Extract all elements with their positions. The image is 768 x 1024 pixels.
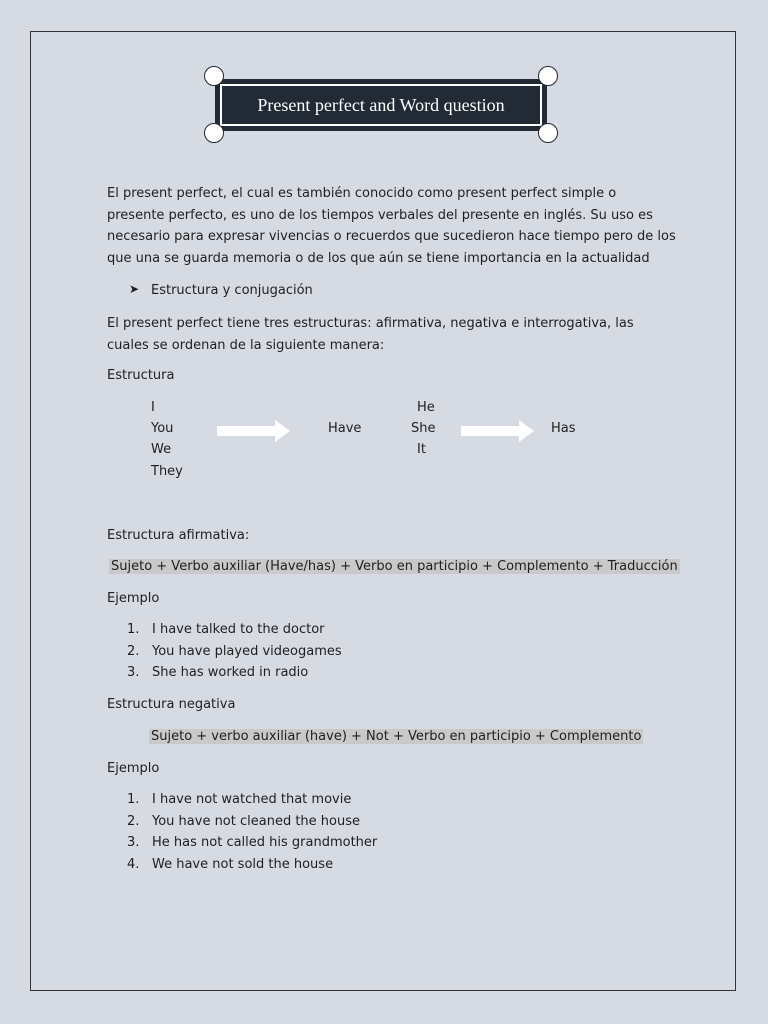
corner-circle-icon (538, 66, 558, 86)
intro-paragraph: El present perfect, el cual es también conocido como present perfect simple o presente perfecto, es uno de los tiempos verbales del presente en inglés. Su uso es necesario para expresar vivencias o recuerdos que sucedieron hace tiempo pero de los que una se guarda memoria o de los que aún se tiene importancia en la actualidad (107, 186, 676, 266)
list-item (127, 811, 377, 833)
list-text: You have not cleaned the house (152, 813, 361, 829)
list-item (127, 789, 377, 811)
page-title: Present perfect and Word question (257, 94, 505, 115)
affirmative-examples-list (127, 619, 342, 684)
pronoun: We (151, 442, 172, 457)
list-number: 1. (127, 792, 140, 807)
pronoun: I (151, 400, 155, 415)
pronoun: It (417, 442, 426, 457)
affirmative-heading: Estructura afirmativa: (107, 528, 250, 543)
pronoun: You (151, 421, 174, 436)
list-item (127, 619, 342, 641)
list-text: We have not sold the house (152, 856, 334, 872)
pronoun: He (417, 400, 435, 415)
corner-circle-icon (204, 123, 224, 143)
affirmative-formula: Sujeto + Verbo auxiliar (Have/has) + Verbo en participio + Complemento + Traducción (111, 559, 678, 574)
list-item (127, 641, 342, 663)
auxiliary-has: Has (551, 421, 576, 436)
list-number: 1. (127, 622, 140, 637)
list-item (127, 662, 342, 684)
list-item (127, 832, 377, 854)
negative-heading: Estructura negativa (107, 697, 236, 712)
negative-formula-wrap (149, 726, 643, 748)
pronoun: They (151, 464, 183, 479)
bullet-text: Estructura y conjugación (151, 283, 313, 298)
list-text: She has worked in radio (152, 665, 309, 680)
affirmative-formula-wrap (109, 556, 680, 578)
corner-circle-icon (538, 123, 558, 143)
list-text: I have not watched that movie (152, 792, 352, 807)
list-text: You have played videogames (152, 643, 342, 659)
list-number: 2. (127, 813, 140, 829)
auxiliary-have: Have (328, 421, 362, 436)
estructura-label: Estructura (107, 368, 175, 383)
list-text: I have talked to the doctor (152, 622, 325, 637)
list-text: He has not called his grandmother (152, 835, 378, 850)
title-box (215, 79, 547, 131)
example-label: Ejemplo (107, 591, 160, 606)
document-page (30, 31, 736, 991)
list-number: 3. (127, 665, 140, 680)
corner-circle-icon (204, 66, 224, 86)
pronoun: She (411, 421, 436, 436)
example-label: Ejemplo (107, 761, 160, 776)
list-number: 4. (127, 856, 140, 872)
arrow-bullet-icon: ➤ (129, 282, 140, 296)
structures-paragraph: El present perfect tiene tres estructuras: afirmativa, negativa e interrogativa, las cuales se ordenan de la siguiente manera: (107, 316, 634, 353)
title-banner (206, 71, 556, 139)
list-item (127, 854, 377, 876)
negative-formula: Sujeto + verbo auxiliar (have) + Not + Verbo en participio + Complemento (151, 729, 642, 744)
list-number: 3. (127, 835, 140, 850)
list-number: 2. (127, 643, 140, 659)
right-arrow-icon (217, 420, 291, 442)
right-arrow-icon (461, 420, 535, 442)
negative-examples-list (127, 789, 377, 875)
